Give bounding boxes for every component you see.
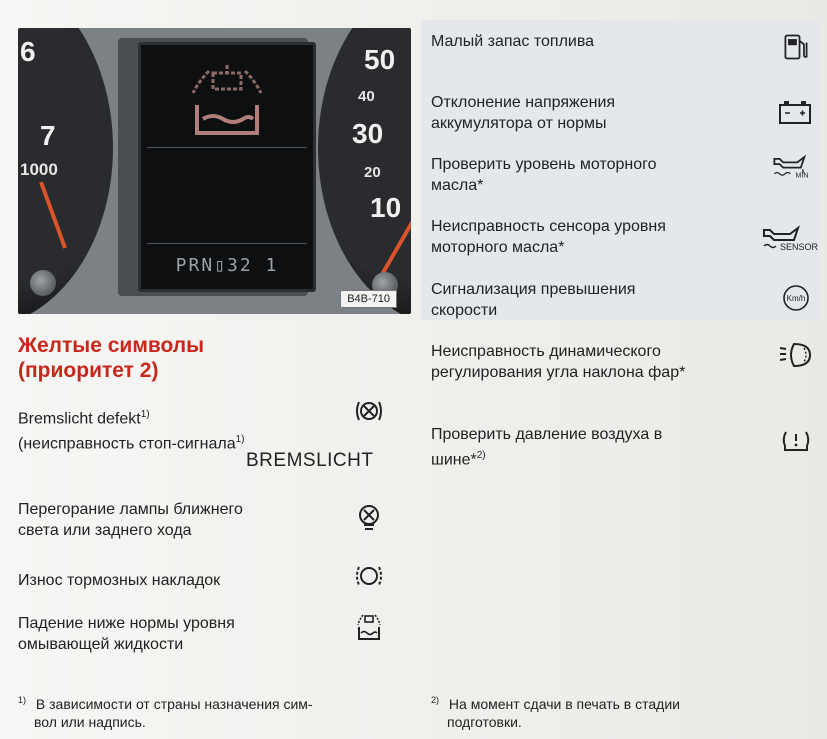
warning-item-oil-level <box>431 154 751 196</box>
oil-level-min-icon <box>768 150 816 180</box>
footnote-1-line-2: вол или надпись. <box>34 713 146 730</box>
footnote-ref: 1) <box>140 409 150 420</box>
item-text: омывающей жидкости <box>18 636 184 653</box>
warning-item-bulb-failure <box>18 499 338 541</box>
warning-item-brake-pads <box>18 570 338 591</box>
item-text: шине* <box>431 451 477 469</box>
brake-pad-wear-icon <box>354 561 384 591</box>
instrument-cluster-photo <box>18 28 411 314</box>
display-divider-top <box>147 147 307 148</box>
fuel-pump-icon <box>776 32 816 62</box>
item-text: Проверить уровень моторного <box>431 156 657 173</box>
warning-item-tire-pressure <box>431 424 751 470</box>
item-text: (неисправность стоп-сигнала <box>18 435 236 453</box>
tacho-label-7: 7 <box>40 120 56 151</box>
warning-item-oil-sensor <box>431 216 751 258</box>
heading-line-2: (приоритет 2) <box>18 359 159 382</box>
item-text: регулирования угла наклона фар* <box>431 364 686 381</box>
speedo-label-40: 40 <box>358 88 375 105</box>
bulb-failure-icon <box>354 503 384 533</box>
warning-item-speed-warning <box>431 279 751 321</box>
item-text: Падение ниже нормы уровня <box>18 615 235 632</box>
warning-item-headlight-range <box>431 341 751 383</box>
item-text: моторного масла* <box>431 239 565 256</box>
multifunction-display <box>138 42 316 292</box>
oil-sensor-icon <box>760 222 819 252</box>
item-text: Проверить давление воздуха в <box>431 426 663 443</box>
footnote-2-line-2: подготовки. <box>447 713 522 730</box>
footnote-2-mark: 2) <box>431 695 440 705</box>
washer-fluid-icon <box>354 611 384 641</box>
display-divider-bottom <box>147 243 307 244</box>
figure-code: B4B-710 <box>340 290 397 308</box>
brake-light-icon <box>354 396 384 426</box>
speedo-label-20: 20 <box>364 164 381 181</box>
item-text: Bremslicht defekt <box>18 410 141 428</box>
speed-unit-text: Km/h <box>786 294 806 303</box>
item-text: Отклонение напряжения <box>431 94 616 111</box>
washer-fluid-icon <box>141 53 313 133</box>
footnote-2 <box>431 691 791 731</box>
footnote-ref: 1) <box>235 434 245 446</box>
battery-icon <box>776 96 816 126</box>
warning-item-low-fuel <box>431 31 751 52</box>
heading-line-1: Желтые символы <box>18 334 205 357</box>
tacho-label-6: 6 <box>20 36 36 67</box>
footnote-1-line-1: В зависимости от страны назначения сим- <box>35 695 313 712</box>
item-text: Малый запас топлива <box>431 33 595 50</box>
warning-item-brake-light <box>18 404 338 455</box>
item-text: аккумулятора от нормы <box>431 115 607 132</box>
item-text: масла* <box>431 177 484 194</box>
footnote-1 <box>18 691 388 731</box>
footnote-2-line-1: На момент сдачи в печать в стадии <box>448 695 680 712</box>
gear-indicator: PRN▯32 1 <box>175 255 279 276</box>
bremslicht-text: BREMSLICHT <box>246 450 374 471</box>
item-text: скорости <box>431 302 498 319</box>
item-text: Перегорание лампы ближнего <box>18 501 243 518</box>
item-text: Неисправность динамического <box>431 343 661 360</box>
speed-warning-icon <box>776 283 816 313</box>
oil-sensor-text: SENSOR <box>780 242 819 252</box>
item-text: света или заднего хода <box>18 522 192 539</box>
speedo-label-50: 50 <box>364 44 396 75</box>
item-text: Неисправность сенсора уровня <box>431 218 666 235</box>
speedo-label-10: 10 <box>370 192 402 223</box>
tacho-label-1000: 1000 <box>20 160 58 179</box>
oil-min-text: MIN <box>795 172 809 180</box>
trip-reset-knob <box>30 270 56 296</box>
footnote-1-mark: 1) <box>18 695 27 705</box>
item-text: Износ тормозных накладок <box>18 572 221 589</box>
section-heading <box>18 333 204 383</box>
headlight-range-icon <box>776 340 816 370</box>
footnote-ref: 2) <box>476 450 486 461</box>
warning-item-washer-fluid <box>18 613 338 655</box>
speedo-label-30: 30 <box>352 118 384 149</box>
item-text: Сигнализация превышения <box>431 281 636 298</box>
tire-pressure-icon <box>776 426 816 456</box>
warning-item-battery <box>431 92 751 134</box>
